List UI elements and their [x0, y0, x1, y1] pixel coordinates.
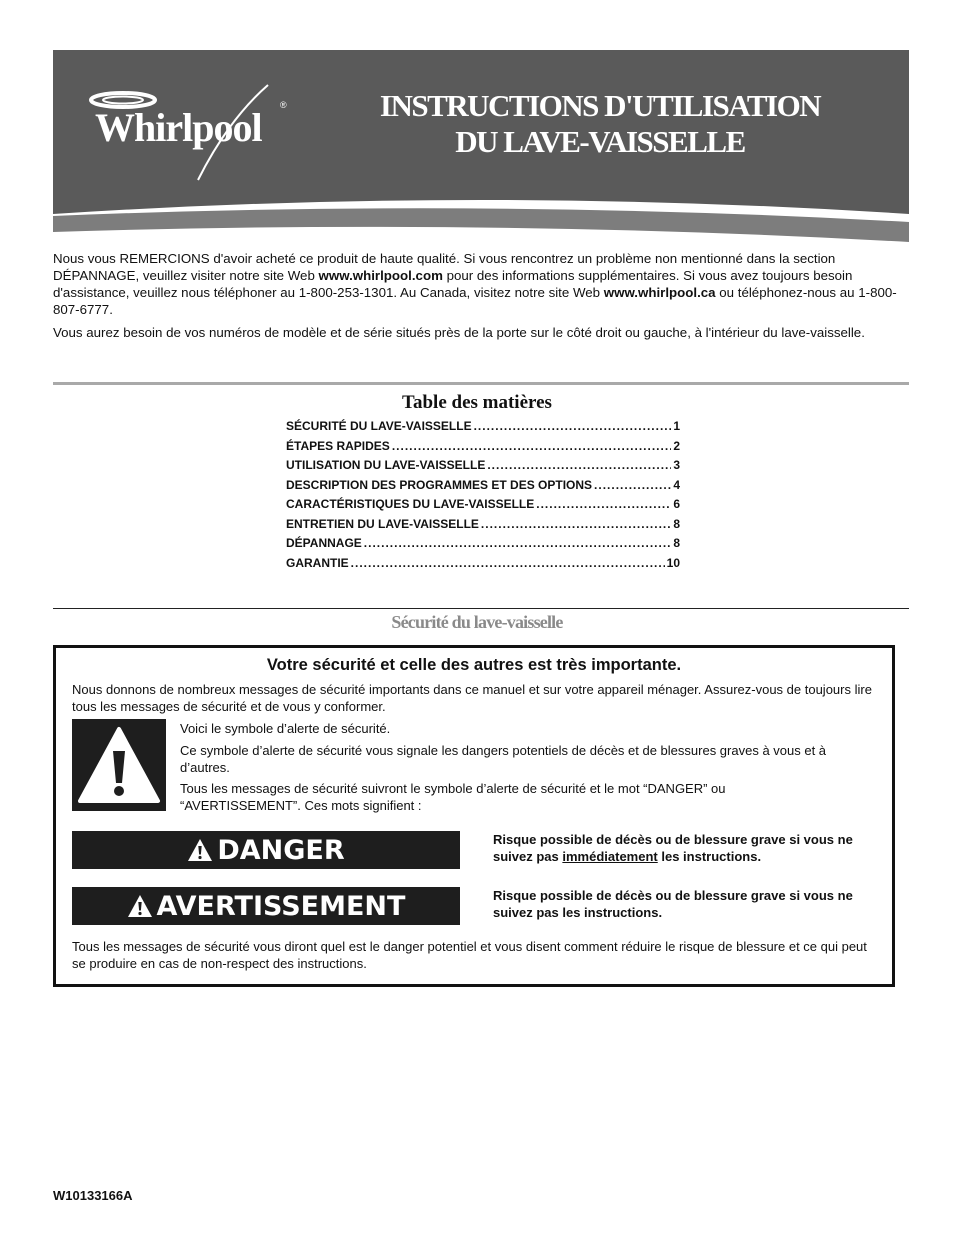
toc-leader — [392, 439, 672, 453]
toc-title: Table des matières — [402, 392, 552, 413]
website-link-us[interactable]: www.whirlpool.com — [318, 268, 443, 283]
safety-intro: Nous donnons de nombreux messages de sécurité importants dans ce manuel et sur votre appareil ménager. Assurez-vous de toujours lire tous les messages de sécurité et de vous y conformer. — [72, 682, 872, 714]
warning-label: AVERTISSEMENT — [156, 890, 406, 922]
toc-label: SÉCURITÉ DU LAVE-VAISSELLE — [286, 419, 472, 433]
brand-logo: Whirlpool — [95, 105, 262, 150]
toc-page: 4 — [673, 477, 680, 492]
intro-paragraph-2: Vous aurez besoin de vos numéros de modèle et de série situés près de la porte sur le côté droit ou gauche, à l'intérieur du lave-vaisselle. — [53, 325, 865, 340]
toc-page: 1 — [673, 419, 680, 433]
toc-page: 10 — [666, 555, 680, 570]
title-line-2: DU LAVE-VAISSELLE — [455, 124, 745, 159]
toc-label: DESCRIPTION DES PROGRAMMES ET DES OPTIONS — [286, 477, 593, 492]
alert-triangle-icon — [187, 838, 213, 862]
toc-leader — [536, 497, 671, 511]
table-of-contents — [286, 419, 680, 575]
intro-text: Nous vous REMERCIONS d'avoir acheté ce produit de haute qualité. Si vous rencontrez un problème non mentionné dans la section DÉPANNAGE, veuillez visiter notre site Web — [53, 251, 836, 283]
registered-mark: ® — [280, 100, 287, 110]
warning-description: Risque possible de décès ou de blessure grave si vous ne suivez pas les instructions. — [493, 888, 853, 920]
danger-banner — [72, 831, 460, 869]
warning-banner — [72, 887, 460, 925]
safety-alert-icon — [72, 719, 166, 811]
toc-leader — [594, 478, 671, 492]
danger-emphasis: immédiatement — [562, 849, 658, 864]
divider — [53, 608, 909, 609]
danger-text: les instructions. — [657, 849, 762, 864]
toc-item[interactable] — [286, 478, 680, 498]
part-number: W10133166A — [53, 1188, 133, 1203]
toc-leader — [487, 458, 671, 472]
toc-leader — [474, 419, 672, 433]
website-link-ca[interactable]: www.whirlpool.ca — [603, 285, 716, 300]
alert-triangle-icon — [127, 894, 153, 918]
toc-label: UTILISATION DU LAVE-VAISSELLE — [286, 458, 486, 472]
toc-label: DÉPANNAGE — [286, 536, 362, 550]
toc-item[interactable] — [286, 536, 680, 556]
toc-page: 2 — [673, 438, 680, 453]
toc-item[interactable] — [286, 439, 680, 459]
safety-heading: Votre sécurité et celle des autres est très importante. — [266, 656, 682, 674]
toc-label: GARANTIE — [286, 555, 349, 570]
toc-label: ÉTAPES RAPIDES — [286, 438, 390, 453]
toc-label: ENTRETIEN DU LAVE-VAISSELLE — [286, 516, 479, 531]
toc-leader — [481, 517, 671, 531]
toc-item[interactable] — [286, 497, 680, 517]
signal-words-description: Tous les messages de sécurité suivront le symbole d’alerte de sécurité et le mot “DANGER” ou “AVERTISSEMENT”. Ces mots signifient : — [180, 781, 726, 813]
safety-box — [53, 645, 895, 987]
intro-paragraph-1 — [53, 250, 909, 318]
toc-page: 3 — [673, 458, 680, 472]
symbol-line: Voici le symbole d’alerte de sécurité. — [180, 721, 391, 736]
intro-text: pour des informations supplémentaires. Si vous avez toujours besoin d'assistance, veuillez nous téléphoner au 1-800-253-1301. Au Canada, visitez notre site Web — [53, 268, 853, 300]
safety-closing: Tous les messages de sécurité vous diront quel est le danger potentiel et vous disent comment réduire le risque de blessure et ce qui peut se produire en cas de non-respect des instructions. — [72, 939, 867, 971]
section-title: Sécurité du lave-vaisselle — [391, 612, 563, 632]
danger-text: Risque possible de décès ou de blessure grave si vous ne suivez pas — [493, 832, 853, 864]
title-line-1: INSTRUCTIONS D'UTILISATION — [379, 88, 821, 123]
toc-item[interactable] — [286, 419, 680, 439]
toc-leader — [351, 556, 665, 570]
toc-item[interactable] — [286, 458, 680, 478]
divider — [53, 382, 909, 385]
toc-item[interactable] — [286, 556, 680, 576]
danger-label: DANGER — [217, 834, 345, 866]
symbol-description: Ce symbole d’alerte de sécurité vous signale les dangers potentiels de décès et de blessures graves à vous et à d’autres. — [180, 743, 827, 775]
toc-page: 8 — [673, 516, 680, 531]
toc-page: 8 — [673, 536, 680, 550]
toc-page: 6 — [673, 497, 680, 511]
intro-section — [53, 250, 909, 347]
banner-swoosh — [53, 188, 909, 244]
toc-label: CARACTÉRISTIQUES DU LAVE-VAISSELLE — [286, 497, 535, 511]
toc-leader — [364, 536, 672, 550]
page-title — [370, 88, 830, 160]
toc-item[interactable] — [286, 517, 680, 537]
intro-text: ou téléphonez-nous au 1-800-807-6777. — [53, 285, 897, 317]
danger-description — [493, 831, 888, 865]
